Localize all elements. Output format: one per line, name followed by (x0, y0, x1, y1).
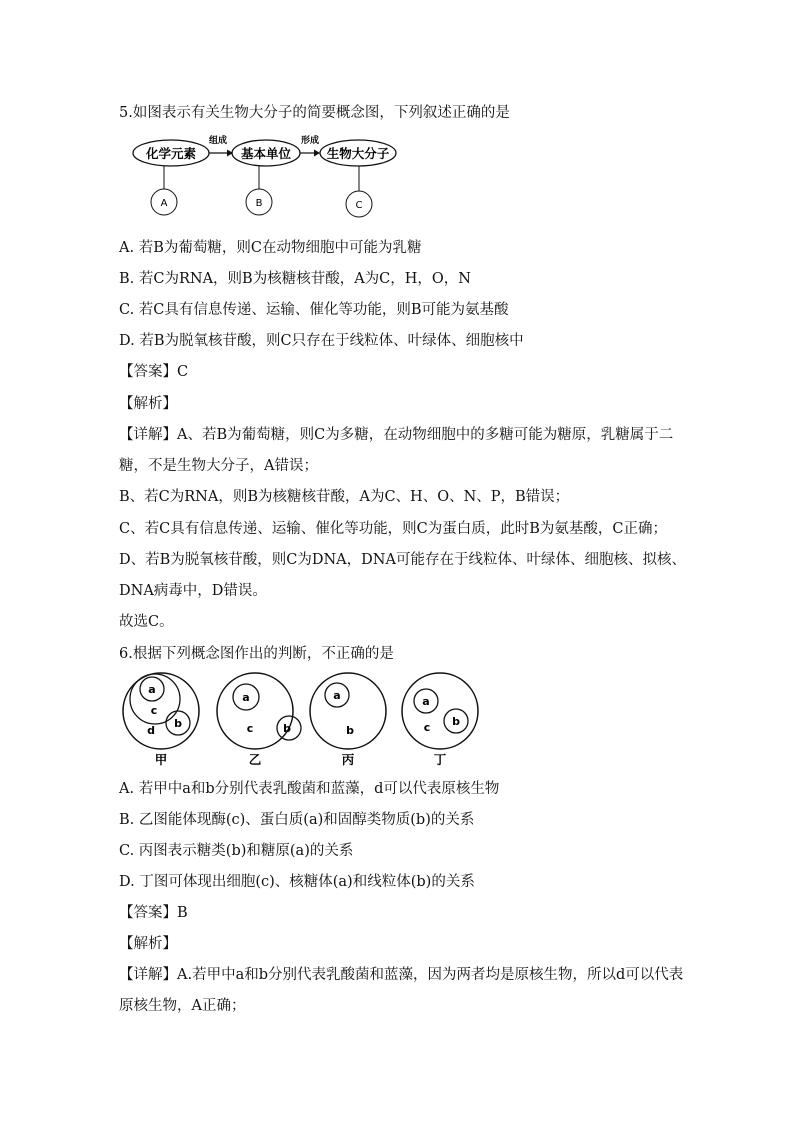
svg-text:a: a (148, 683, 156, 696)
box-macromolecule (320, 140, 396, 166)
q5-analysis-line: 糖，不是生物大分子，A错误； (119, 458, 318, 474)
diagram-yi (217, 673, 301, 767)
q6-option-d: D. 丁图可体现出细胞(c)、核糖体(a)和线粒体(b)的关系 (119, 874, 475, 890)
svg-text:A: A (160, 198, 168, 209)
q5-analysis-line: DNA病毒中，D错误。 (119, 583, 267, 599)
circle-A (151, 189, 177, 215)
q6-analysis-title: 【解析】 (119, 936, 177, 952)
q5-analysis-line: D、若B为脱氧核苷酸，则C为DNA，DNA可能存在于线粒体、叶绿体、细胞核、拟核、 (119, 552, 686, 568)
caption-yi: 乙 (248, 752, 262, 767)
q5-analysis-title: 【解析】 (119, 396, 177, 412)
q5-analysis-line: B、若C为RNA，则B为核糖核苷酸，A为C、H、O、N、P，B错误； (119, 489, 570, 505)
caption-ding: 丁 (433, 752, 447, 767)
q6-stem: 6.根据下列概念图作出的判断，不正确的是 (119, 646, 394, 662)
q5-option-c: C. 若C具有信息传递、运输、催化等功能，则B可能为氨基酸 (119, 302, 509, 318)
caption-jia: 甲 (154, 752, 168, 767)
svg-text:b: b (452, 715, 460, 728)
svg-text:c: c (423, 721, 431, 734)
arrow1-label: 组成 (208, 136, 228, 146)
box-basic-unit (232, 140, 300, 166)
svg-text:a: a (422, 695, 430, 708)
svg-text:B: B (255, 198, 263, 209)
arrow-form (300, 134, 320, 157)
box3-label: 生物大分子 (326, 146, 390, 161)
svg-text:c: c (246, 722, 254, 735)
box1-label: 化学元素 (145, 146, 197, 161)
svg-text:a: a (333, 689, 341, 702)
arrow2-label: 形成 (300, 136, 320, 146)
circle-B (246, 189, 272, 215)
q5-analysis-line: C、若C具有信息传递、运输、催化等功能，则C为蛋白质，此时B为氨基酸，C正确； (119, 521, 668, 537)
svg-text:d: d (147, 724, 155, 737)
q6-analysis-line: 【详解】A.若甲中a和b分别代表乳酸菌和蓝藻，因为两者均是原核生物，所以d可以代表 (119, 967, 684, 983)
caption-bing: 丙 (341, 752, 355, 767)
q5-option-d: D. 若B为脱氧核苷酸，则C只存在于线粒体、叶绿体、细胞核中 (119, 333, 524, 349)
diagram-bing (310, 673, 386, 767)
box-chemical-elements (133, 140, 209, 166)
box2-label: 基本单位 (240, 146, 292, 161)
q6-option-c: C. 丙图表示糖类(b)和糖原(a)的关系 (119, 843, 354, 859)
svg-text:a: a (242, 691, 250, 704)
q5-analysis-line: 【详解】A、若B为葡萄糖，则C为多糖，在动物细胞中的多糖可能为糖原，乳糖属于二 (119, 427, 674, 443)
arrow-compose (209, 134, 233, 157)
svg-text:c: c (150, 704, 158, 717)
svg-text:b: b (283, 722, 291, 735)
q5-option-b: B. 若C为RNA，则B为核糖核苷酸，A为C，H，O，N (119, 271, 471, 287)
q6-option-a: A. 若甲中a和b分别代表乳酸菌和蓝藻，d可以代表原核生物 (119, 781, 500, 797)
svg-text:b: b (174, 717, 182, 730)
q6-venn-diagrams (115, 670, 485, 770)
diagram-ding (402, 673, 478, 767)
q5-analysis-line: 故选C。 (119, 614, 174, 630)
svg-text:C: C (355, 200, 363, 211)
q5-answer: 【答案】C (119, 364, 189, 380)
diagram-jia (123, 673, 199, 767)
q6-option-b: B. 乙图能体现酶(c)、蛋白质(a)和固醇类物质(b)的关系 (119, 812, 475, 828)
q5-concept-diagram (130, 131, 400, 221)
q6-answer: 【答案】B (119, 905, 188, 921)
q5-option-a: A. 若B为葡萄糖，则C在动物细胞中可能为乳糖 (119, 240, 422, 256)
q6-analysis-line: 原核生物，A正确； (119, 998, 246, 1014)
circle-C (346, 191, 372, 217)
q5-stem: 5.如图表示有关生物大分子的简要概念图，下列叙述正确的是 (119, 105, 510, 121)
svg-text:b: b (346, 724, 354, 737)
